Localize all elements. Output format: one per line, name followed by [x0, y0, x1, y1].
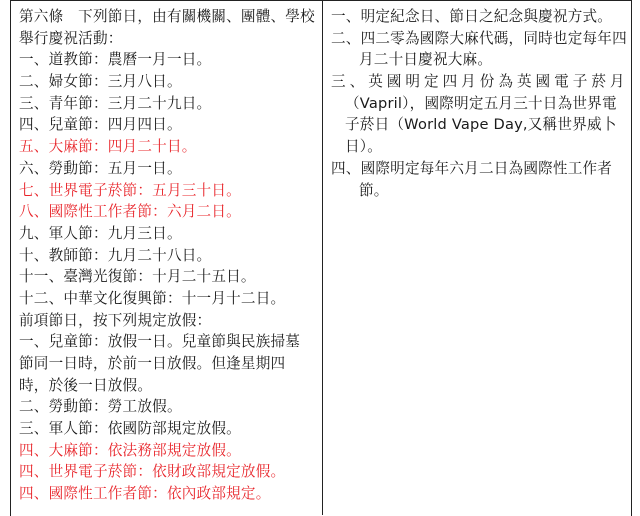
explanation-line: （Vapril），國際明定五月三十日為世界電: [345, 94, 617, 112]
leave-rule-item: 三、軍人節：依國防部規定放假。: [19, 420, 241, 438]
leave-rule-item: 二、勞動節：勞工放假。: [19, 398, 182, 416]
leave-rule-item-added: 四、大麻節：依法務部規定放假。: [19, 441, 241, 459]
holiday-item-added: 五、大麻節：四月二十日。: [19, 138, 197, 156]
article-text-line: 舉行慶祝活動：: [19, 29, 123, 47]
holiday-item: 三、青年節：三月二十九日。: [19, 94, 212, 112]
explanation-item: [331, 6, 627, 28]
explanation-line: 月二十日慶祝大麻。: [359, 51, 493, 69]
holiday-item: 十二、中華文化復興節：十一月十二日。: [19, 289, 286, 307]
article-text-column: [19, 6, 317, 505]
explanation-line: 二、四二零為國際大麻代碼，同時也定每年四: [331, 29, 627, 47]
holiday-item-added: 八、國際性工作者節：六月二日。: [19, 203, 241, 221]
leave-rule-item: 節同一日時，於前一日放假。但逢星期四: [19, 355, 286, 372]
holiday-item: 一、道教節：農曆一月一日。: [19, 51, 212, 69]
leave-rule-item: 一、兒童節：放假一日。兒童節與民族掃墓: [19, 333, 301, 351]
article-heading-line: 第六條 下列節日，由有關機關、團體、學校: [19, 8, 315, 25]
explanation-item: [331, 28, 627, 71]
holiday-item: 十、教師節：九月二十八日。: [19, 246, 212, 264]
holiday-item: 六、勞動節：五月一日。: [19, 159, 182, 177]
explanation-line: 三、英國明定四月份為英國電子菸月: [331, 73, 629, 91]
holiday-item: 十一、臺灣光復節：十月二十五日。: [19, 268, 256, 286]
explanation-column: [331, 6, 627, 201]
column-divider: [322, 0, 323, 515]
leave-rule-item-added: 四、世界電子菸節：依財政部規定放假。: [19, 463, 286, 481]
explanation-item: [331, 158, 627, 201]
explanation-line: 子菸日（World Vape Day,又稱世界威卜: [345, 116, 617, 134]
leave-rule-item-added: 四、國際性工作者節：依內政部規定。: [19, 485, 271, 503]
explanation-line: 一、明定紀念日、節日之紀念與慶祝方式。: [331, 8, 613, 25]
holiday-item: 四、兒童節：四月四日。: [19, 116, 182, 134]
explanation-line: 四、國際明定每年六月二日為國際性工作者: [331, 159, 613, 177]
holiday-item: 九、軍人節：九月三日。: [19, 224, 182, 242]
holiday-item: 二、婦女節：三月八日。: [19, 73, 182, 91]
holiday-item-added: 七、世界電子菸節：五月三十日。: [19, 181, 241, 199]
leave-rule-item: 時，於後一日放假。: [19, 376, 153, 394]
explanation-line: 節。: [359, 181, 389, 199]
explanation-line: 日）。: [345, 138, 383, 156]
explanation-item: [331, 71, 627, 158]
article-text-line: 前項節日，按下列規定放假：: [19, 311, 212, 329]
